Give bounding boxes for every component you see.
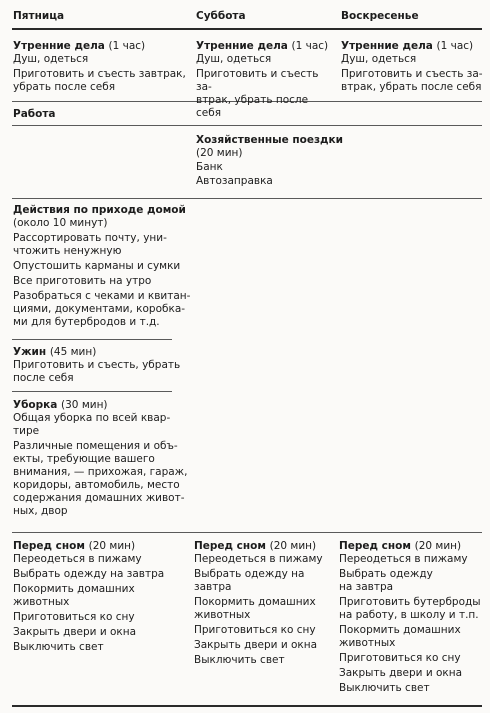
task-item: Выключить свет (194, 654, 285, 666)
bottom-rule (12, 705, 482, 707)
block-duration: (около 10 минут) (13, 217, 108, 229)
column-header-saturday: Суббота (196, 10, 246, 22)
morning-block-sunday (341, 40, 486, 94)
task-item: Выбрать одежду на завтра (13, 568, 165, 580)
work-block (13, 108, 56, 121)
task-item: Приготовиться ко сну (339, 652, 461, 664)
block-title: Ужин (45 мин) (13, 346, 97, 358)
dinner-block (13, 346, 193, 385)
task-item: Покормить домашних животных (339, 624, 461, 649)
task-item: Душ, одеться (13, 53, 89, 65)
column-header-friday: Пятница (13, 10, 65, 22)
task-item: Приготовить и съесть за- втрак, убрать после себя (341, 68, 483, 93)
row-divider (12, 339, 172, 340)
task-item: Банк (196, 161, 223, 173)
task-item: Переодеться в пижаму (339, 553, 468, 565)
task-item: Приготовить и съесть, убрать после себя (13, 359, 181, 384)
block-title: Перед сном (20 мин) (339, 540, 462, 552)
block-title: Утренние дела (1 час) (13, 40, 146, 52)
task-item: Закрыть двери и окна (13, 626, 137, 638)
task-item: Покормить домашних животных (13, 583, 135, 608)
block-title: Перед сном (20 мин) (13, 540, 136, 552)
block-title: Перед сном (20 мин) (194, 540, 317, 552)
task-item: Выключить свет (13, 641, 104, 653)
task-item: Душ, одеться (196, 53, 272, 65)
task-item: Общая уборка по всей квар- тире (13, 412, 171, 437)
task-item: Разобраться с чеками и квитан- циями, документами, коробка- ми для бутербродов и т.д. (13, 290, 191, 328)
block-title: Действия по приходе домой (13, 204, 186, 216)
row-divider (12, 391, 172, 392)
task-item: Переодеться в пижаму (13, 553, 142, 565)
task-item: Выбрать одежду на завтра (339, 568, 433, 593)
task-item: Покормить домашних животных (194, 596, 316, 621)
task-item: Опустошить карманы и сумки (13, 260, 181, 272)
block-title: Утренние дела (1 час) (341, 40, 474, 52)
errands-block (196, 134, 366, 188)
task-item: Приготовиться ко сну (13, 611, 135, 623)
task-item: Приготовить и съесть завтрак, убрать после себя (13, 68, 186, 93)
task-item: Приготовиться ко сну (194, 624, 316, 636)
bedtime-block-sunday (339, 540, 486, 695)
task-item: Приготовить бутерброды на работу, в школу и т.п. (339, 596, 481, 621)
task-item: Все приготовить на утро (13, 275, 152, 287)
task-item: Выбрать одежду на завтра (194, 568, 305, 593)
column-header-sunday: Воскресенье (341, 10, 419, 22)
block-title: Хозяйственные поездки (196, 134, 344, 146)
task-item: Закрыть двери и окна (194, 639, 318, 651)
morning-block-saturday (196, 40, 336, 120)
row-divider (12, 532, 482, 533)
task-item: Переодеться в пижаму (194, 553, 323, 565)
block-title: Работа (13, 108, 56, 120)
row-divider (12, 198, 482, 199)
block-title: Уборка (30 мин) (13, 399, 108, 411)
block-duration: (20 мин) (196, 147, 243, 159)
cleaning-block (13, 399, 193, 518)
header-rule (12, 28, 482, 30)
morning-block-friday (13, 40, 191, 94)
task-item: Рассортировать почту, уни- чтожить ненужную (13, 232, 167, 257)
task-item: Автозаправка (196, 175, 273, 187)
block-title: Утренние дела (1 час) (196, 40, 329, 52)
task-item: Приготовить и съесть за- втрак, убрать после себя (196, 68, 319, 119)
task-item: Закрыть двери и окна (339, 667, 463, 679)
row-divider (12, 125, 482, 126)
task-item: Различные помещения и объ- екты, требующие вашего внимания, — прихожая, гараж, коридоры, автомобиль, место содержания домашних живот- ных, двор (13, 440, 188, 517)
bedtime-block-saturday (194, 540, 336, 667)
task-item: Душ, одеться (341, 53, 417, 65)
task-item: Выключить свет (339, 682, 430, 694)
arrival-block (13, 204, 193, 329)
bedtime-block-friday (13, 540, 193, 654)
